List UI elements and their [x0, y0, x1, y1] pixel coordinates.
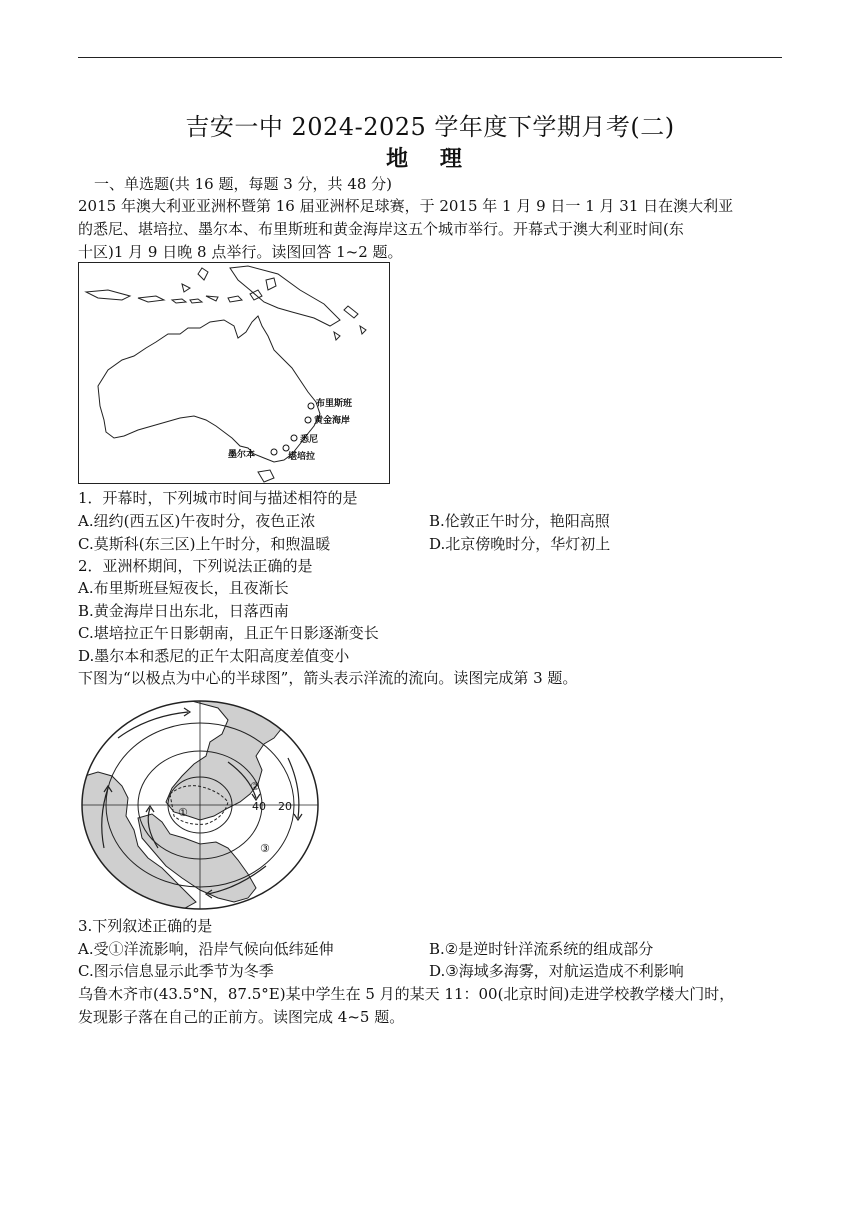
current-marker-3: ③: [260, 842, 270, 855]
subject-title: 地 理: [386, 146, 474, 172]
city-sydney-marker: [291, 435, 297, 441]
q45-intro-line-1: 乌鲁木齐市(43.5°N，87.5°E)某中学生在 5 月的某天 11：00(北京时间)走进学校教学楼大门时，: [78, 985, 735, 1003]
city-melbourne-marker: [271, 449, 277, 455]
q2-option-a: A.布里斯班昼短夜长，且夜渐长: [78, 579, 289, 597]
q2-option-b: B.黄金海岸日出东北，日落西南: [78, 602, 289, 620]
city-brisbane-marker: [308, 403, 314, 409]
q45-intro-line-2: 发现影子落在自己的正前方。读图完成 4~5 题。: [78, 1008, 405, 1026]
section-heading: 一、单选题(共 16 题，每题 3 分，共 48 分): [94, 175, 393, 193]
q3-option-a: A.受①洋流影响，沿岸气候向低纬延伸: [78, 940, 334, 958]
city-label-sydney: 悉尼: [300, 435, 319, 445]
city-goldcoast-marker: [305, 417, 311, 423]
city-label-goldcoast: 黄金海岸: [314, 416, 351, 426]
q1-stem: 1．开幕时，下列城市时间与描述相符的是: [78, 489, 358, 507]
q3-intro: 下图为“以极点为中心的半球图”，箭头表示洋流的流向。读图完成第 3 题。: [78, 669, 578, 687]
current-marker-1: ①: [178, 806, 188, 819]
q2-option-d: D.墨尔本和悉尼的正午太阳高度差值变小: [78, 647, 350, 665]
city-label-canberra: 堪培拉: [288, 452, 316, 462]
intro-line-2: 的悉尼、堪培拉、墨尔本、布里斯班和黄金海岸这五个城市举行。开幕式于澳大利亚时间(东: [78, 220, 684, 238]
city-canberra-marker: [283, 445, 289, 451]
q2-stem: 2．亚洲杯期间，下列说法正确的是: [78, 557, 313, 575]
q3-option-b: B.②是逆时针洋流系统的组成部分: [429, 940, 654, 958]
city-label-brisbane: 布里斯班: [316, 399, 353, 409]
latitude-label-40: 40: [252, 800, 266, 813]
q3-option-c: C.图示信息显示此季节为冬季: [78, 962, 274, 980]
q2-option-c: C.堪培拉正午日影朝南，且正午日影逐渐变长: [78, 624, 379, 642]
current-marker-2: ②: [250, 780, 260, 793]
q1-option-d: D.北京傍晚时分，华灯初上: [429, 535, 611, 553]
q1-option-b: B.伦敦正午时分，艳阳高照: [429, 512, 610, 530]
q3-option-d: D.③海域多海雾，对航运造成不利影响: [429, 962, 684, 980]
q1-option-c: C.莫斯科(东三区)上午时分，和煦温暖: [78, 535, 331, 553]
q1-option-a: A.纽约(西五区)午夜时分，夜色正浓: [78, 512, 316, 530]
city-label-melbourne: 墨尔本: [228, 450, 256, 460]
intro-line-1: 2015 年澳大利亚亚洲杯暨第 16 届亚洲杯足球赛，于 2015 年 1 月 9 日一 1 月 31 日在澳大利亚: [78, 197, 734, 215]
latitude-label-20: 20: [278, 800, 292, 813]
q3-stem: 3.下列叙述正确的是: [78, 917, 213, 935]
exam-title: 吉安一中 2024-2025 学年度下学期月考(二): [185, 113, 675, 141]
intro-line-3: 十区)1 月 9 日晚 8 点举行。读图回答 1~2 题。: [78, 243, 403, 261]
top-rule: [78, 57, 782, 58]
polar-hemisphere-map: [78, 698, 322, 912]
australia-map: [78, 262, 390, 484]
